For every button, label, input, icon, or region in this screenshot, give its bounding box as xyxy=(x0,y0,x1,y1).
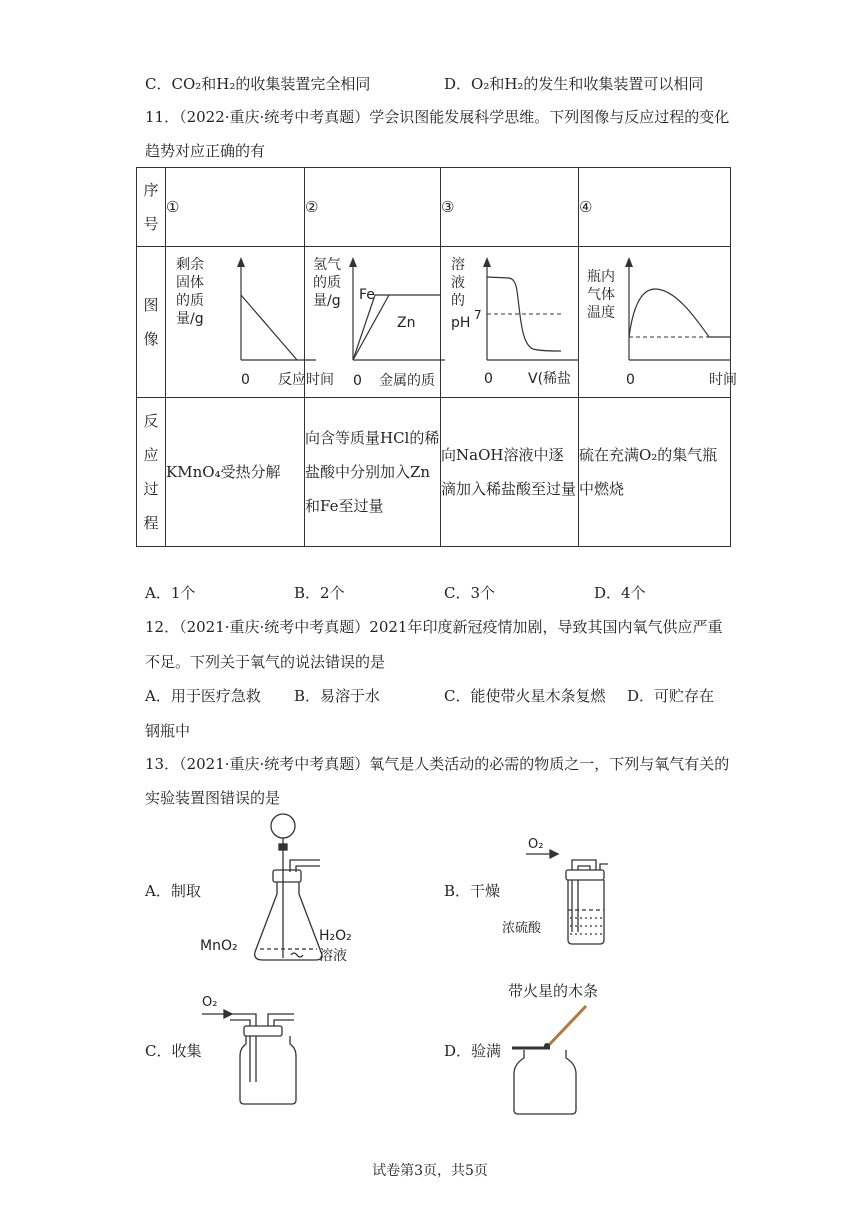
q11-table xyxy=(136,167,737,547)
graph4-xlabel: 时间 xyxy=(709,372,737,388)
graph3-ylabel-2: 液 xyxy=(451,275,465,291)
graph2-curve-zn xyxy=(353,295,389,360)
graph2-ylabel-1: 氢气 xyxy=(313,257,341,273)
graph1-ylabel-4: 量/g xyxy=(176,311,204,327)
col2-process: 向含等质量HCl的稀盐酸中分别加入Zn和Fe至过量 xyxy=(305,398,441,547)
graph2-y-arrow xyxy=(349,257,357,267)
col4-process: 硫在充满O₂的集气瓶中燃烧 xyxy=(579,398,731,547)
q12-option-a: A．用于医疗急救 xyxy=(145,687,261,705)
graph3-ylabel-4: pH xyxy=(451,315,471,331)
graph1-ylabel-1: 剩余 xyxy=(176,257,204,273)
graph3-ph-tick: 7 xyxy=(474,308,482,322)
page-footer: 试卷第3页，共5页 xyxy=(372,1163,488,1179)
apparatus-b-gas: O₂ xyxy=(528,837,544,852)
graph3-ylabel-3: 的 xyxy=(451,293,465,309)
col3-symbol: ③ xyxy=(441,168,579,247)
graph-4 xyxy=(579,247,737,393)
graph1-origin: 0 xyxy=(241,372,250,388)
row-label-proc: 反 应 过 程 xyxy=(137,398,166,547)
apparatus-a-h2o2: H₂O₂ xyxy=(319,928,352,944)
conical-flask xyxy=(255,882,322,960)
graph4-y-arrow xyxy=(625,257,633,267)
graph-3 xyxy=(441,247,578,393)
graph3-ylabel-1: 溶 xyxy=(451,257,465,273)
stopper xyxy=(273,870,301,882)
q11-option-c: C．3个 xyxy=(444,584,496,602)
q13-stem-line2: 实验装置图错误的是 xyxy=(145,789,281,807)
q11-stem-line1: 11．（2022·重庆·统考中考真题）学会识图能发展科学思维。下列图像与反应过程的变化 xyxy=(145,108,730,126)
graph3-y-arrow xyxy=(483,257,491,267)
col1-symbol: ① xyxy=(166,168,305,247)
row-label-seq: 序 号 xyxy=(137,168,166,247)
q13-option-a-label: A．制取 xyxy=(145,882,201,900)
q10-option-c: C．CO₂和H₂的收集装置完全相同 xyxy=(145,75,371,93)
apparatus-a-mno2: MnO₂ xyxy=(200,938,238,954)
col2-symbol: ② xyxy=(305,168,441,247)
graph-4-cell xyxy=(579,247,737,398)
q11-option-a: A．1个 xyxy=(145,584,196,602)
q11-option-b: B．2个 xyxy=(294,584,345,602)
apparatus-c-gas: O₂ xyxy=(202,995,218,1010)
graph1-y-arrow xyxy=(237,257,245,267)
graph1-ylabel-3: 的质 xyxy=(176,293,204,309)
graph2-ylabel-3: 量/g xyxy=(313,293,341,309)
q10-option-d: D．O₂和H₂的发生和收集装置可以相同 xyxy=(444,75,704,93)
graph4-curve xyxy=(629,289,730,337)
q12-option-d-wrap: 钢瓶中 xyxy=(145,722,191,740)
q12-stem-line2: 不足。下列关于氧气的说法错误的是 xyxy=(145,653,386,671)
q12-stem-line1: 12．（2021·重庆·统考中考真题）2021年印度新冠疫情加剧，导致其国内氧气供应严重 xyxy=(145,618,723,636)
graph3-origin: 0 xyxy=(484,371,493,387)
apparatus-a-flask xyxy=(195,812,370,972)
graph4-ylabel-3: 温度 xyxy=(587,305,615,321)
q13-option-c-label: C．收集 xyxy=(145,1042,202,1060)
graph1-ylabel-2: 固体 xyxy=(176,275,204,291)
q13-stem-line1: 13．（2021·重庆·统考中考真题）氧气是人类活动的必需的物质之一，下列与氧气有关的 xyxy=(145,755,730,773)
graph4-origin: 0 xyxy=(626,372,635,388)
graph4-ylabel-1: 瓶内 xyxy=(587,269,615,285)
apparatus-d-caption: 带火星的木条 xyxy=(508,982,599,1000)
graph4-ylabel-2: 气体 xyxy=(587,287,615,303)
graph-2-cell xyxy=(305,247,441,398)
apparatus-b-reagent: 浓硫酸 xyxy=(502,921,542,936)
graph2-label-zn: Zn xyxy=(397,315,416,331)
q12-option-c: C．能使带火星木条复燃 xyxy=(444,687,606,705)
graph2-label-fe: Fe xyxy=(359,287,375,303)
q13-option-b-label: B．干燥 xyxy=(444,882,501,900)
graph2-xlabel: 金属的质 xyxy=(379,373,435,389)
graph-2 xyxy=(305,247,440,393)
solid-mark xyxy=(291,953,303,957)
row-label-img: 图 像 xyxy=(137,247,166,398)
gas-jar xyxy=(514,1050,576,1114)
funnel-bulb xyxy=(271,814,295,838)
apparatus-d-test-bottle xyxy=(500,978,620,1118)
splint xyxy=(548,1006,586,1046)
graph-3-cell xyxy=(441,247,579,398)
graph1-curve xyxy=(241,295,297,360)
graph1-xlabel: 反应时间 xyxy=(278,372,334,388)
q12-option-b: B．易溶于水 xyxy=(294,687,381,705)
bottle xyxy=(240,1036,296,1104)
stopper xyxy=(244,1026,282,1036)
stopper xyxy=(566,870,604,880)
col3-process: 向NaOH溶液中逐滴加入稀盐酸至过量 xyxy=(441,398,579,547)
col1-process: KMnO₄受热分解 xyxy=(166,398,305,547)
apparatus-c-collecting-bottle xyxy=(200,992,310,1108)
q12-option-d: D．可贮存在 xyxy=(627,687,715,705)
graph2-origin: 0 xyxy=(353,373,362,389)
graph2-ylabel-2: 的质 xyxy=(313,275,341,291)
col4-symbol: ④ xyxy=(579,168,731,247)
ember xyxy=(544,1043,550,1049)
q11-option-d: D．4个 xyxy=(594,584,646,602)
apparatus-b-drying-bottle xyxy=(500,832,610,952)
q13-option-d-label: D．验满 xyxy=(444,1042,502,1060)
apparatus-a-solution: 溶液 xyxy=(319,948,347,964)
graph3-xlabel: V(稀盐 xyxy=(528,371,572,387)
q11-stem-line2: 趋势对应正确的有 xyxy=(145,142,266,160)
